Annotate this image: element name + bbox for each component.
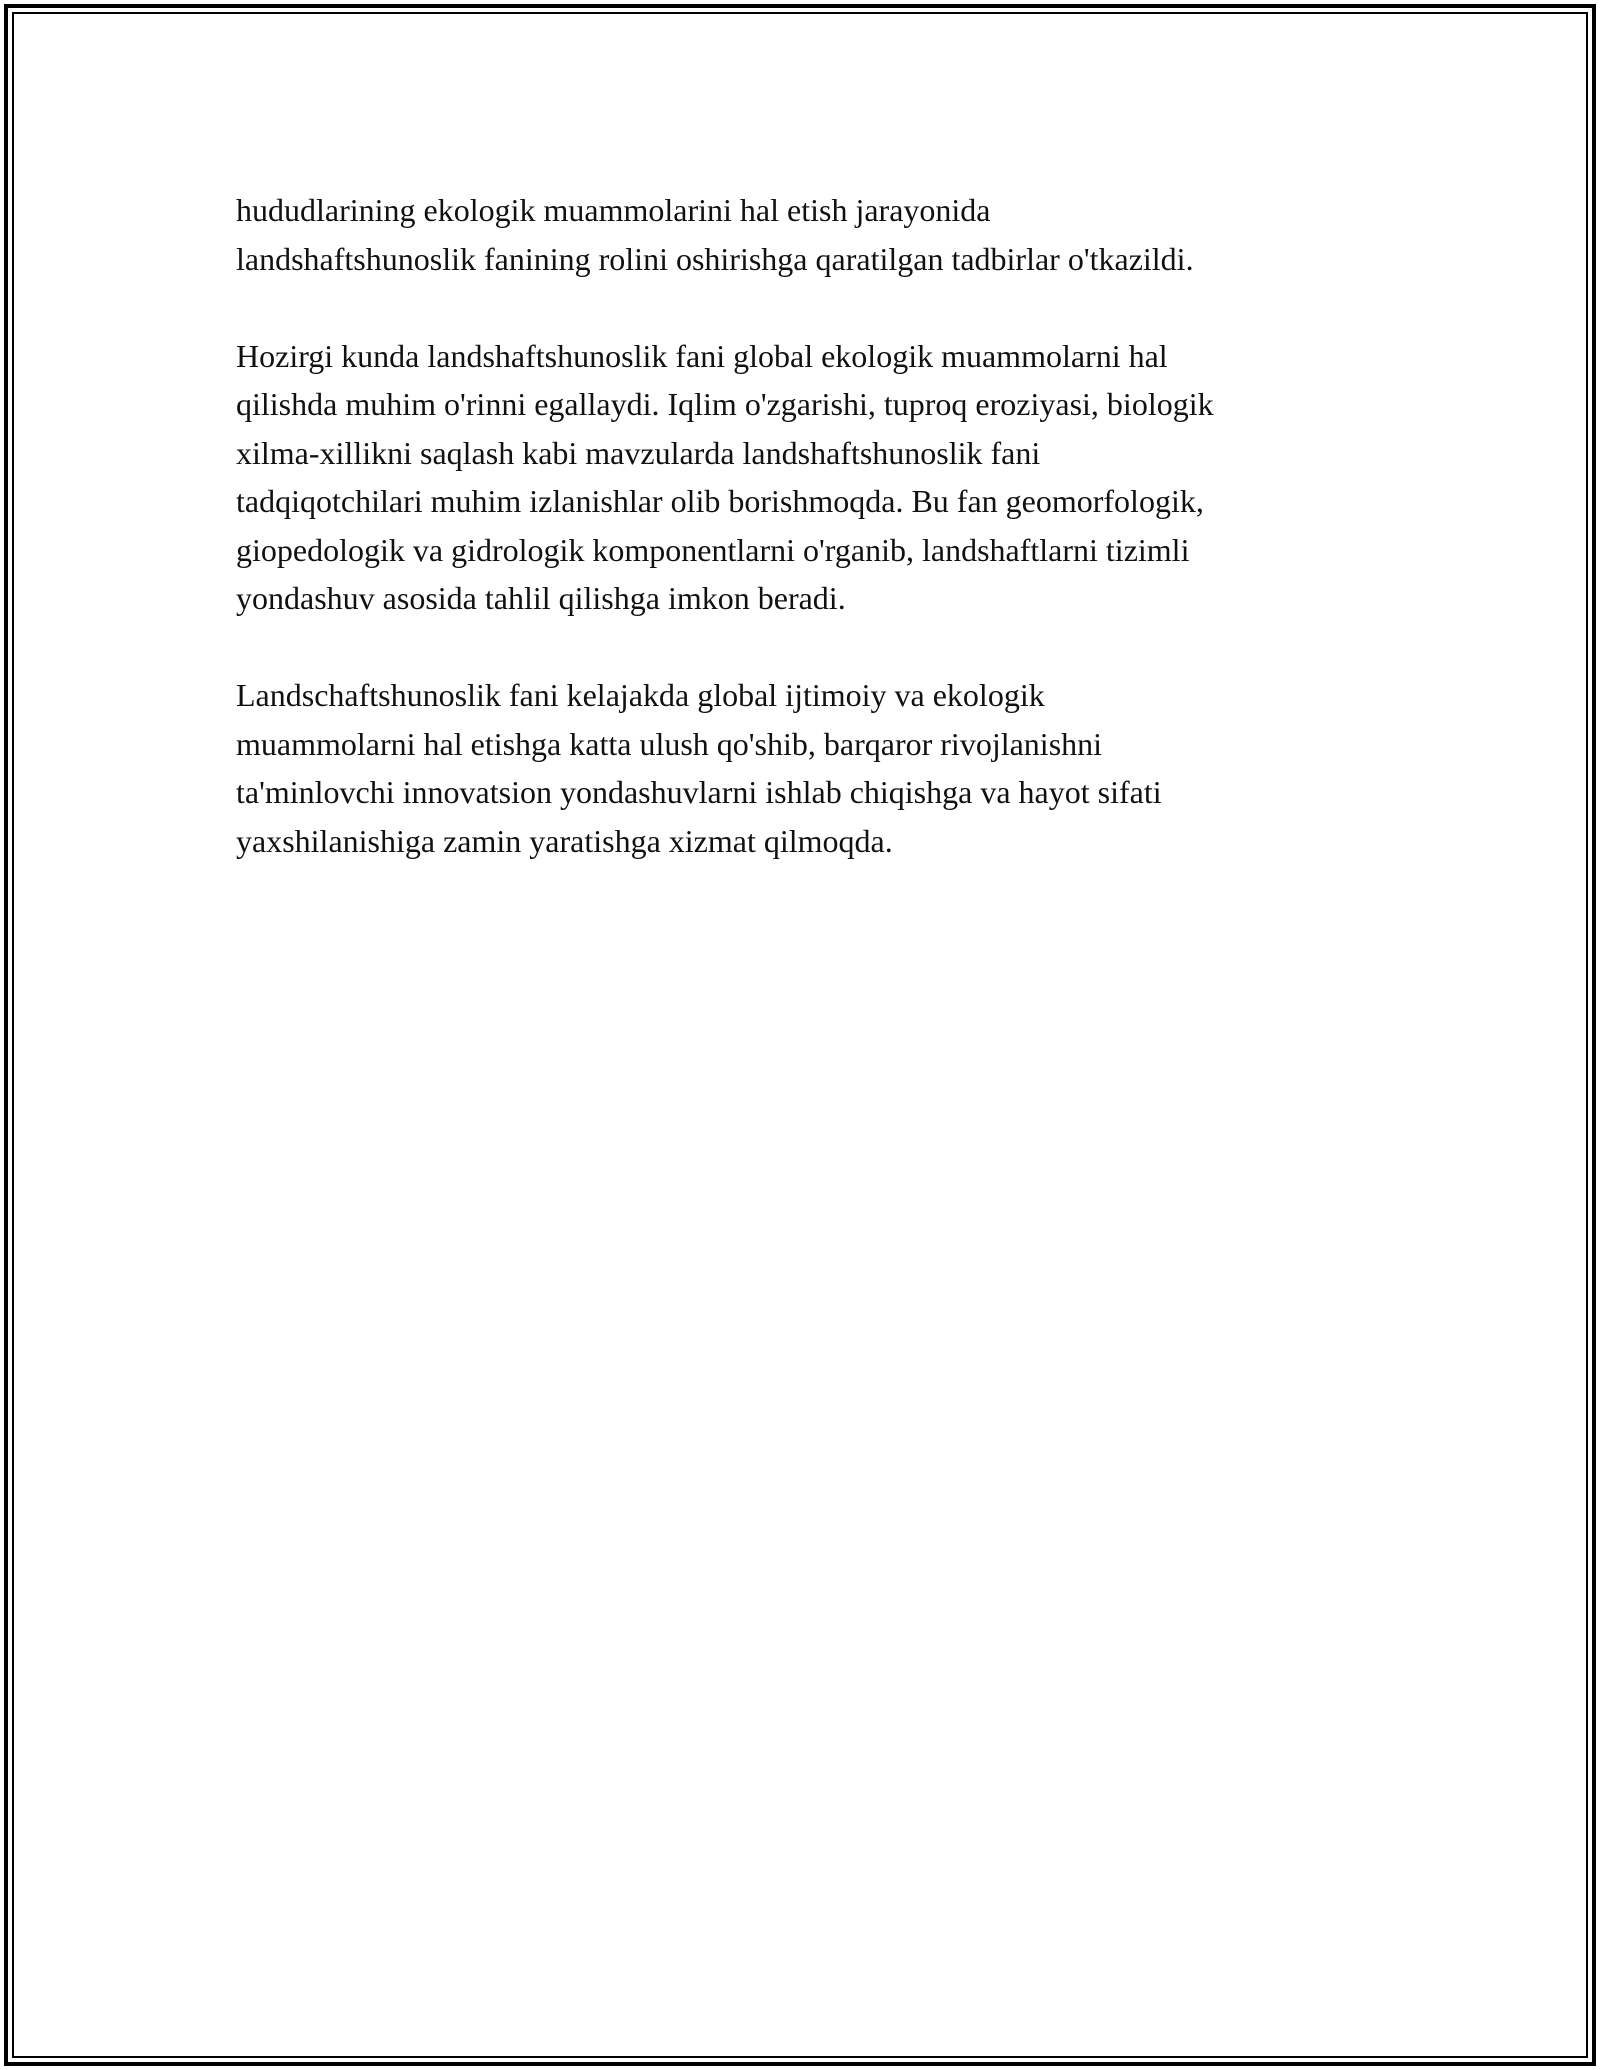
paragraph-1: hududlarining ekologik muammolarini hal etish jarayonida landshaftshunoslik fanining rolini oshirishga qaratilgan tadbirlar o'tkazildi. (236, 192, 1194, 277)
paragraph-2: Hozirgi kunda landshaftshunoslik fani global ekologik muammolarni hal qilishda muhim o'rinni egallaydi. Iqlim o'zgarishi, tuproq eroziyasi, biologik xilma-xillikni saqlash kabi mavzularda landshaftshunoslik fani tadqiqotchilari muhim izlanishlar olib borishmoqda. Bu fan geomorfologik, giopedologik va gidrologik komponentlarni o'rganib, landshaftlarni tizimli yondashuv asosida tahlil qilishga imkon beradi. (236, 337, 1214, 616)
paragraph-3: Landschaftshunoslik fani kelajakda global ijtimoiy va ekologik muammolarni hal etishga katta ulush qo'shib, barqaror rivojlanishni ta'minlovchi innovatsion yondashuvlarni ishlab chiqishga va hayot sifati yaxshilanishiga zamin yaratishga xizmat qilmoqda. (236, 677, 1162, 859)
document-body (236, 186, 1376, 865)
